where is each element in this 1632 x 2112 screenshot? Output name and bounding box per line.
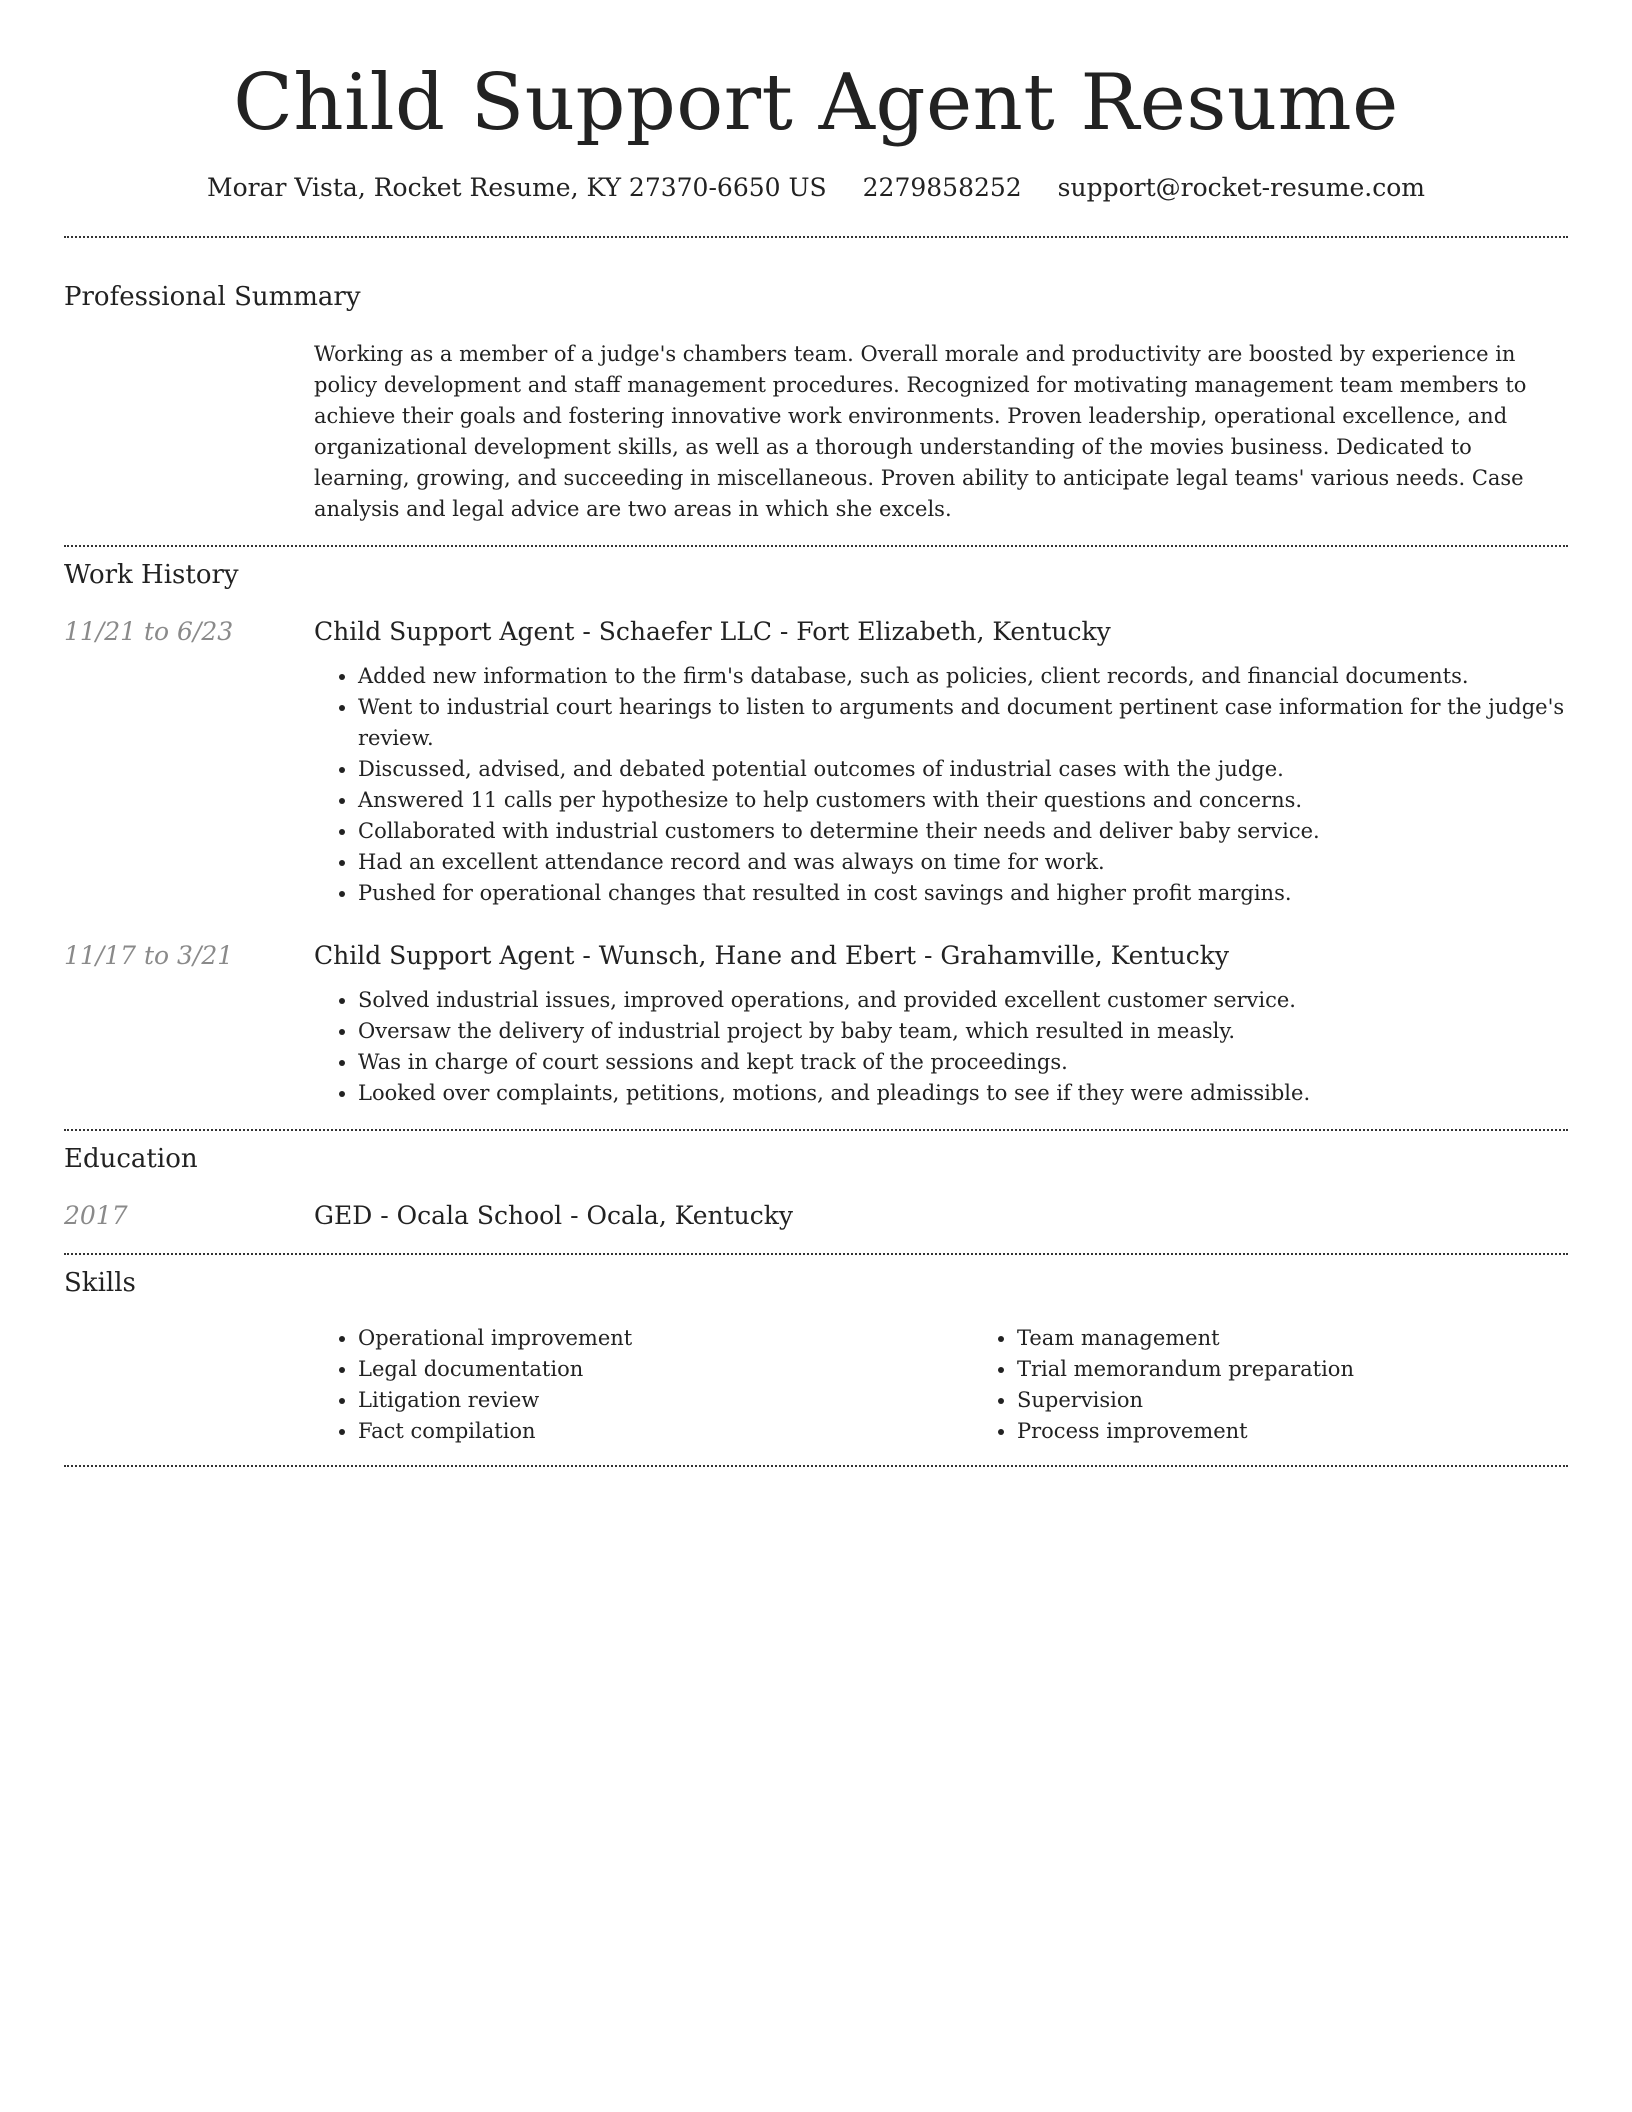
list-item: • Oversaw the delivery of industrial project by baby team, which resulted in measly. <box>358 1016 1568 1047</box>
list-item: • Supervision <box>1017 1385 1632 1416</box>
list-item: • Was in charge of court sessions and kept track of the proceedings. <box>358 1047 1568 1078</box>
list-item: • Team management <box>1017 1323 1632 1354</box>
skills-row <box>64 1323 1568 1447</box>
list-item: • Went to industrial court hearings to listen to arguments and document pertinent case information for the judge's review. <box>358 692 1568 754</box>
job-title: Child Support Agent - Schaefer LLC - Fort Elizabeth, Kentucky <box>314 617 1111 646</box>
job-entry <box>64 939 1568 1109</box>
education-title: Education <box>64 1144 198 1174</box>
skills-section <box>64 1265 1568 1447</box>
contact-address: Morar Vista, Rocket Resume, KY 27370-6650 US <box>207 173 827 202</box>
list-item: • Process improvement <box>1017 1416 1632 1447</box>
job-bullets <box>314 985 1568 1109</box>
education-section <box>64 1141 1568 1233</box>
skills-list-left <box>314 1323 973 1447</box>
list-item: • Added new information to the firm's database, such as policies, client records, and financial documents. <box>358 661 1568 692</box>
section-divider <box>64 1253 1568 1255</box>
list-item: • Trial memorandum preparation <box>1017 1354 1632 1385</box>
list-item: • Fact compilation <box>358 1416 973 1447</box>
section-divider <box>64 545 1568 547</box>
section-divider <box>64 1465 1568 1467</box>
list-item: • Collaborated with industrial customers to determine their needs and deliver baby service. <box>358 816 1568 847</box>
job-date: 11/21 to 6/23 <box>64 617 234 646</box>
job-bullets <box>314 661 1568 909</box>
summary-title: Professional Summary <box>64 282 361 312</box>
resume-name: Child Support Agent Resume <box>233 58 1399 148</box>
education-entry <box>64 1199 1568 1233</box>
work-history-section <box>64 557 1568 1109</box>
work-history-title: Work History <box>64 560 239 590</box>
job-title: Child Support Agent - Wunsch, Hane and Ebert - Grahamville, Kentucky <box>314 941 1230 970</box>
skills-list-right <box>973 1323 1632 1447</box>
resume-header <box>64 0 1568 206</box>
education-date: 2017 <box>64 1201 128 1230</box>
contact-phone: 2279858252 <box>862 173 1022 202</box>
list-item: • Operational improvement <box>358 1323 973 1354</box>
job-date: 11/17 to 3/21 <box>64 941 234 970</box>
contact-info <box>64 170 1568 206</box>
list-item: • Solved industrial issues, improved operations, and provided excellent customer service. <box>358 985 1568 1016</box>
list-item: • Pushed for operational changes that resulted in cost savings and higher profit margins. <box>358 878 1568 909</box>
list-item: • Had an excellent attendance record and was always on time for work. <box>358 847 1568 878</box>
job-entry <box>64 615 1568 909</box>
list-item: • Legal documentation <box>358 1354 973 1385</box>
list-item: • Litigation review <box>358 1385 973 1416</box>
skills-title: Skills <box>64 1268 136 1298</box>
education-degree: GED - Ocala School - Ocala, Kentucky <box>314 1201 794 1230</box>
list-item: • Discussed, advised, and debated potential outcomes of industrial cases with the judge. <box>358 754 1568 785</box>
list-item: • Looked over complaints, petitions, motions, and pleadings to see if they were admissible. <box>358 1078 1568 1109</box>
header-divider <box>64 236 1568 238</box>
section-divider <box>64 1129 1568 1131</box>
contact-email: support@rocket-resume.com <box>1057 173 1425 202</box>
summary-row <box>64 339 1568 525</box>
list-item: • Answered 11 calls per hypothesize to help customers with their questions and concerns. <box>358 785 1568 816</box>
summary-section <box>64 279 1568 525</box>
summary-text: Working as a member of a judge's chambers team. Overall morale and productivity are boosted by experience in policy development and staff management procedures. Recognized for motivating management team members to achieve their goals and fostering innovative work environments. Proven leadership, operational excellence, and organizational development skills, as well as a thorough understanding of the movies business. Dedicated to learning, growing, and succeeding in miscellaneous. Proven ability to anticipate legal teams' various needs. Case analysis and legal advice are two areas in which she excels. <box>314 342 1527 521</box>
